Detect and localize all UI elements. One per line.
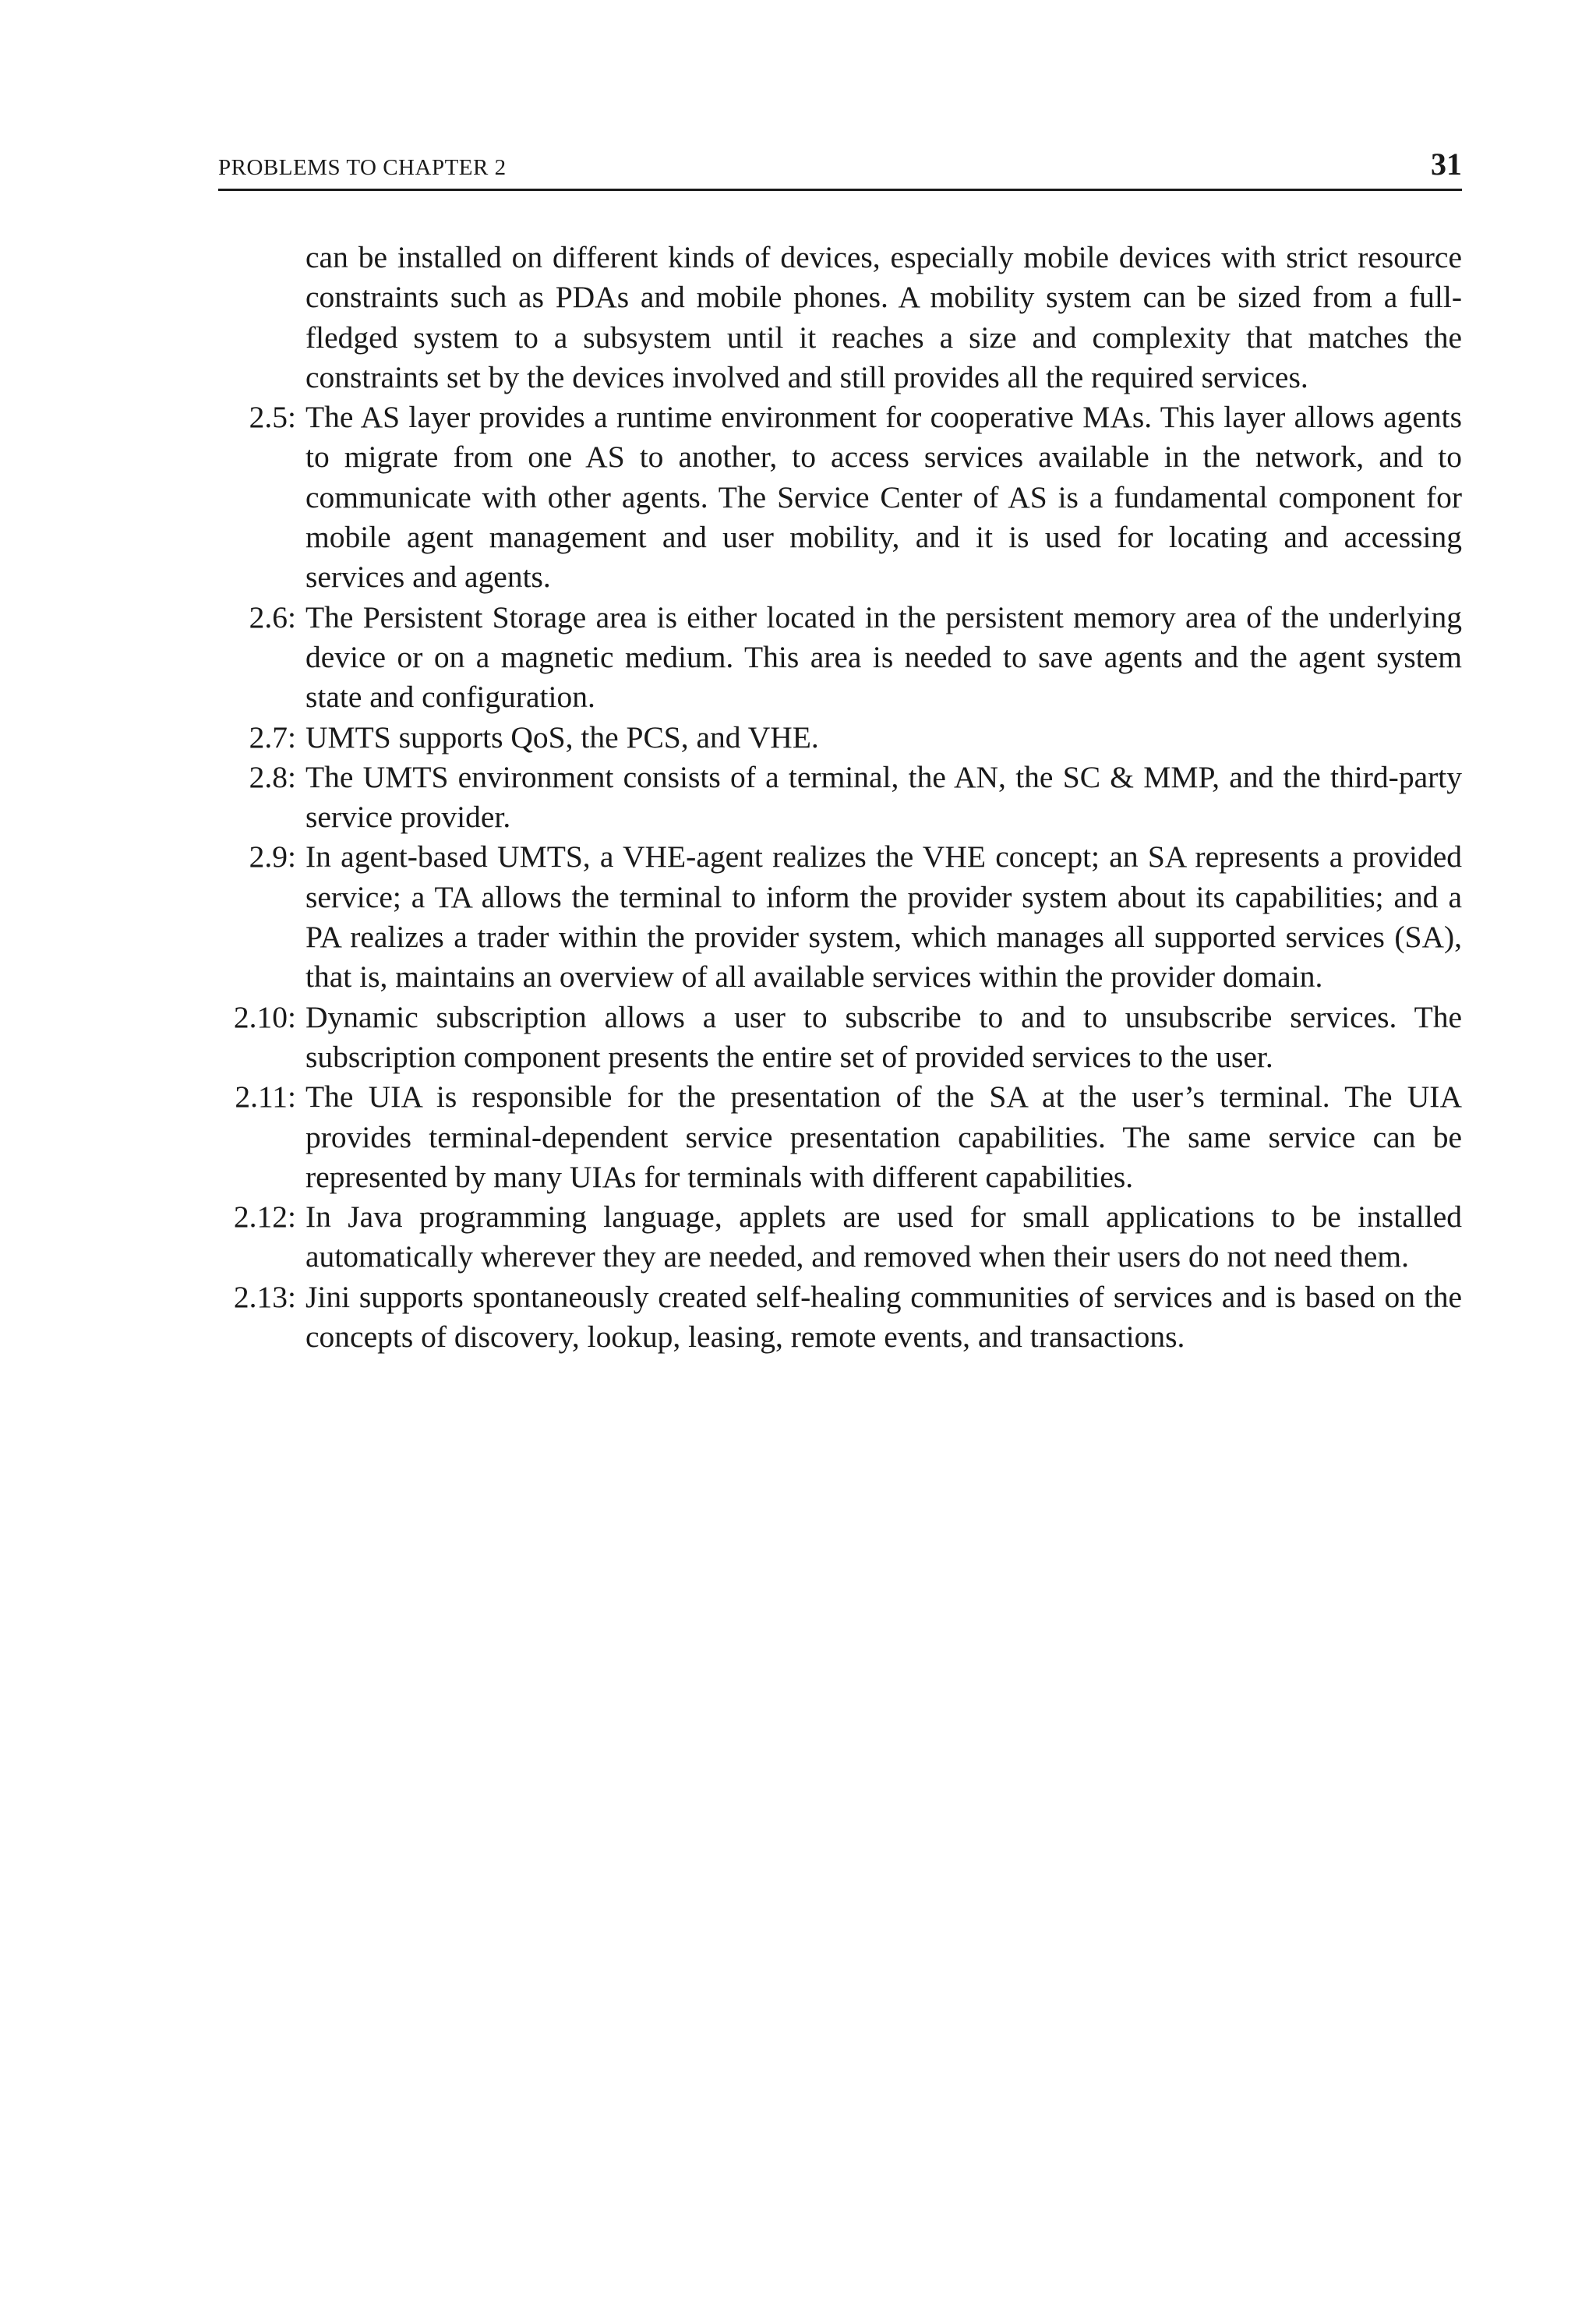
answer-text: In Java programming language, applets are used for small applications to be installed automatically wherever they are needed, and removed when their users do not need them. <box>305 1200 1462 1274</box>
answer-text: The UIA is responsible for the presentation of the SA at the user’s terminal. The UIA provides terminal-dependent service presentation capabilities. The same service can be represented by many UIAs for terminals with different capabilities. <box>305 1079 1462 1194</box>
running-head <box>218 139 1462 191</box>
answers-list <box>218 238 1462 1357</box>
answer-text: Jini supports spontaneously created self-healing communities of services and is based on the concepts of discovery, lookup, leasing, remote events, and transactions. <box>305 1279 1462 1355</box>
answer-number: 2.11: <box>235 1079 296 1115</box>
answer-text: The AS layer provides a runtime environment for cooperative MAs. This layer allows agents to migrate from one AS to another, to access services available in the network, and to communicate with other agents. The Service Center of AS is a fundamental component for mobile agent management and user mobility, and it is used for locating and accessing services and agents. <box>305 400 1462 595</box>
answer-text: In agent-based UMTS, a VHE-agent realizes the VHE concept; an SA represents a provided service; a TA allows the terminal to inform the provider system about its capabilities; and a PA realizes a trader within the provider system, which manages all supported services (SA), that is, maintains an overview of all available services within the provider domain. <box>305 839 1462 995</box>
running-title: PROBLEMS TO CHAPTER 2 <box>218 155 507 180</box>
answer-number: 2.13: <box>233 1279 296 1314</box>
answer-number: 2.8: <box>249 759 296 794</box>
answer-text: Dynamic subscription allows a user to subscribe to and to unsubscribe services. The subscription component presents the entire set of provided services to the user. <box>305 999 1462 1074</box>
answer-number: 2.7: <box>249 719 296 754</box>
answer-number: 2.9: <box>249 839 296 875</box>
page-number: 31 <box>1431 147 1462 182</box>
answer-number: 2.12: <box>233 1200 296 1235</box>
answer-item <box>218 1197 1462 1277</box>
answer-item <box>218 398 1462 597</box>
answer-item <box>218 837 1462 997</box>
answer-number: 2.6: <box>249 599 296 634</box>
answer-item <box>218 598 1462 718</box>
answer-item <box>218 1277 1462 1358</box>
answer-item <box>218 998 1462 1078</box>
answer-item <box>218 758 1462 838</box>
answer-text: The UMTS environment consists of a terminal, the AN, the SC & MMP, and the third-party service provider. <box>305 759 1462 835</box>
answer-text: The Persistent Storage area is either located in the persistent memory area of the underlying device or on a magnetic medium. This area is needed to save agents and the agent system state and configuration. <box>305 599 1462 715</box>
answer-item <box>218 1077 1462 1197</box>
answer-item <box>218 718 1462 758</box>
answer-number: 2.10: <box>233 999 296 1034</box>
answer-continuation <box>218 238 1462 398</box>
answer-text: can be installed on different kinds of devices, especially mobile devices with strict resource constraints such as PDAs and mobile phones. A mobility system can be sized from a full-fledged system to a subsystem until it reaches a size and complexity that matches the constraints set by the devices involved and still provides all the required services. <box>305 240 1462 394</box>
answer-number: 2.5: <box>249 400 296 435</box>
answer-text: UMTS supports QoS, the PCS, and VHE. <box>305 719 819 754</box>
